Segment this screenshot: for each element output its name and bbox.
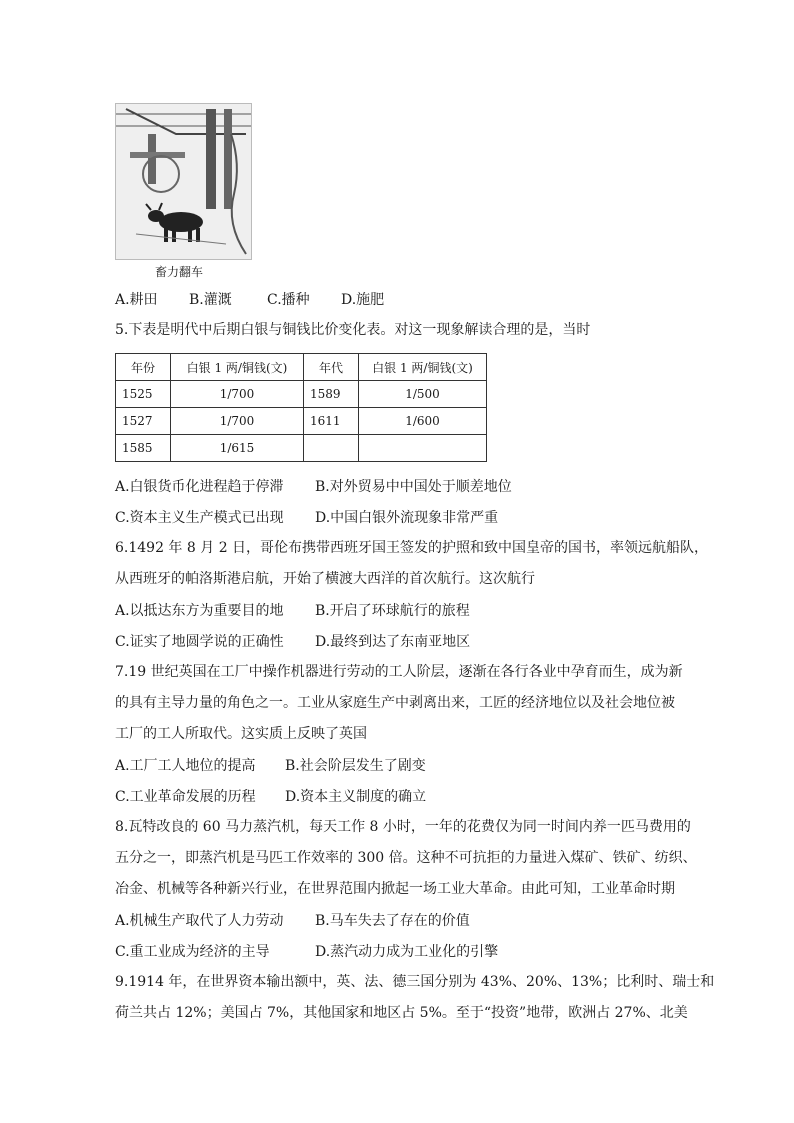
q9-stem-line: 荷兰共占 12%；美国占 7%，其他国家和地区占 5%。至于“投资”地带，欧洲占 27%、北美 xyxy=(115,1005,688,1021)
table-cell: 1589 xyxy=(304,381,359,408)
q5-option-b[interactable]: B.对外贸易中中国处于顺差地位 xyxy=(315,479,512,495)
q7-option-d[interactable]: D.资本主义制度的确立 xyxy=(285,789,427,805)
q7-option-a[interactable]: A.工厂工人地位的提高 xyxy=(115,758,256,774)
figure-caption: 畜力翻车 xyxy=(155,265,204,279)
table-cell: 1/500 xyxy=(359,381,487,408)
table-row xyxy=(116,408,487,435)
q6-option-d[interactable]: D.最终到达了东南亚地区 xyxy=(315,634,471,650)
table-row xyxy=(116,435,487,462)
q8-stem-line: 冶金、机械等各种新兴行业，在世界范围内掀起一场工业大革命。由此可知，工业革命时期 xyxy=(115,881,675,897)
silver-copper-ratio-table xyxy=(115,353,487,462)
q5-stem: 5.下表是明代中后期白银与铜钱比价变化表。对这一现象解读合理的是，当时 xyxy=(115,322,591,338)
q4-option-a[interactable]: A.耕田 xyxy=(115,292,158,308)
q7-stem-line: 7.19 世纪英国在工厂中操作机器进行劳动的工人阶层，逐渐在各行各业中孕育而生，成为新 xyxy=(115,664,683,680)
q5-option-c[interactable]: C.资本主义生产模式已出现 xyxy=(115,510,284,526)
table-cell: 1/700 xyxy=(171,408,304,435)
table-header-row xyxy=(116,354,487,381)
q8-stem-line: 8.瓦特改良的 60 马力蒸汽机，每天工作 8 小时，一年的花费仅为同一时间内养一匹马费用的 xyxy=(115,819,691,835)
q8-option-a[interactable]: A.机械生产取代了人力劳动 xyxy=(115,913,284,929)
figure-water-wheel xyxy=(115,103,250,283)
q6-stem-line: 6.1492 年 8 月 2 日，哥伦布携带西班牙国王签发的护照和致中国皇帝的国书，率领远航船队， xyxy=(115,540,709,556)
q6-stem-line: 从西班牙的帕洛斯港启航，开始了横渡大西洋的首次航行。这次航行 xyxy=(115,571,535,587)
q6-option-a[interactable]: A.以抵达东方为重要目的地 xyxy=(115,603,284,619)
q8-stem-line: 五分之一，即蒸汽机是马匹工作效率的 300 倍。这种不可抗拒的力量进入煤矿、铁矿、纺织、 xyxy=(115,850,697,866)
table-header: 年代 xyxy=(304,354,359,381)
table-cell: 1585 xyxy=(116,435,171,462)
q7-option-c[interactable]: C.工业革命发展的历程 xyxy=(115,789,256,805)
table-cell: 1/700 xyxy=(171,381,304,408)
table-header: 白银 1 两/铜钱(文) xyxy=(171,354,304,381)
table-cell: 1611 xyxy=(304,408,359,435)
table-row xyxy=(116,381,487,408)
q4-option-c[interactable]: C.播种 xyxy=(267,292,310,308)
table-cell: 1525 xyxy=(116,381,171,408)
table-header: 白银 1 两/铜钱(文) xyxy=(359,354,487,381)
q7-stem-line: 的具有主导力量的角色之一。工业从家庭生产中剥离出来，工匠的经济地位以及社会地位被 xyxy=(115,695,675,711)
water-wheel-illustration xyxy=(115,103,252,260)
q4-option-b[interactable]: B.灌溉 xyxy=(189,292,232,308)
q8-option-b[interactable]: B.马车失去了存在的价值 xyxy=(315,913,470,929)
table-cell: 1527 xyxy=(116,408,171,435)
q5-option-d[interactable]: D.中国白银外流现象非常严重 xyxy=(315,510,499,526)
q6-option-c[interactable]: C.证实了地圆学说的正确性 xyxy=(115,634,284,650)
table-cell: 1/600 xyxy=(359,408,487,435)
q7-option-b[interactable]: B.社会阶层发生了剧变 xyxy=(285,758,426,774)
q9-stem-line: 9.1914 年，在世界资本输出额中，英、法、德三国分别为 43%、20%、13%；比利时、瑞士和 xyxy=(115,974,715,990)
table-cell xyxy=(304,435,359,462)
table-cell xyxy=(359,435,487,462)
table-cell: 1/615 xyxy=(171,435,304,462)
q4-option-d[interactable]: D.施肥 xyxy=(341,292,385,308)
q6-option-b[interactable]: B.开启了环球航行的旅程 xyxy=(315,603,470,619)
q8-option-c[interactable]: C.重工业成为经济的主导 xyxy=(115,944,270,960)
q5-option-a[interactable]: A.白银货币化进程趋于停滞 xyxy=(115,479,284,495)
q7-stem-line: 工厂的工人所取代。这实质上反映了英国 xyxy=(115,726,367,742)
q8-option-d[interactable]: D.蒸汽动力成为工业化的引擎 xyxy=(315,944,499,960)
table-header: 年份 xyxy=(116,354,171,381)
